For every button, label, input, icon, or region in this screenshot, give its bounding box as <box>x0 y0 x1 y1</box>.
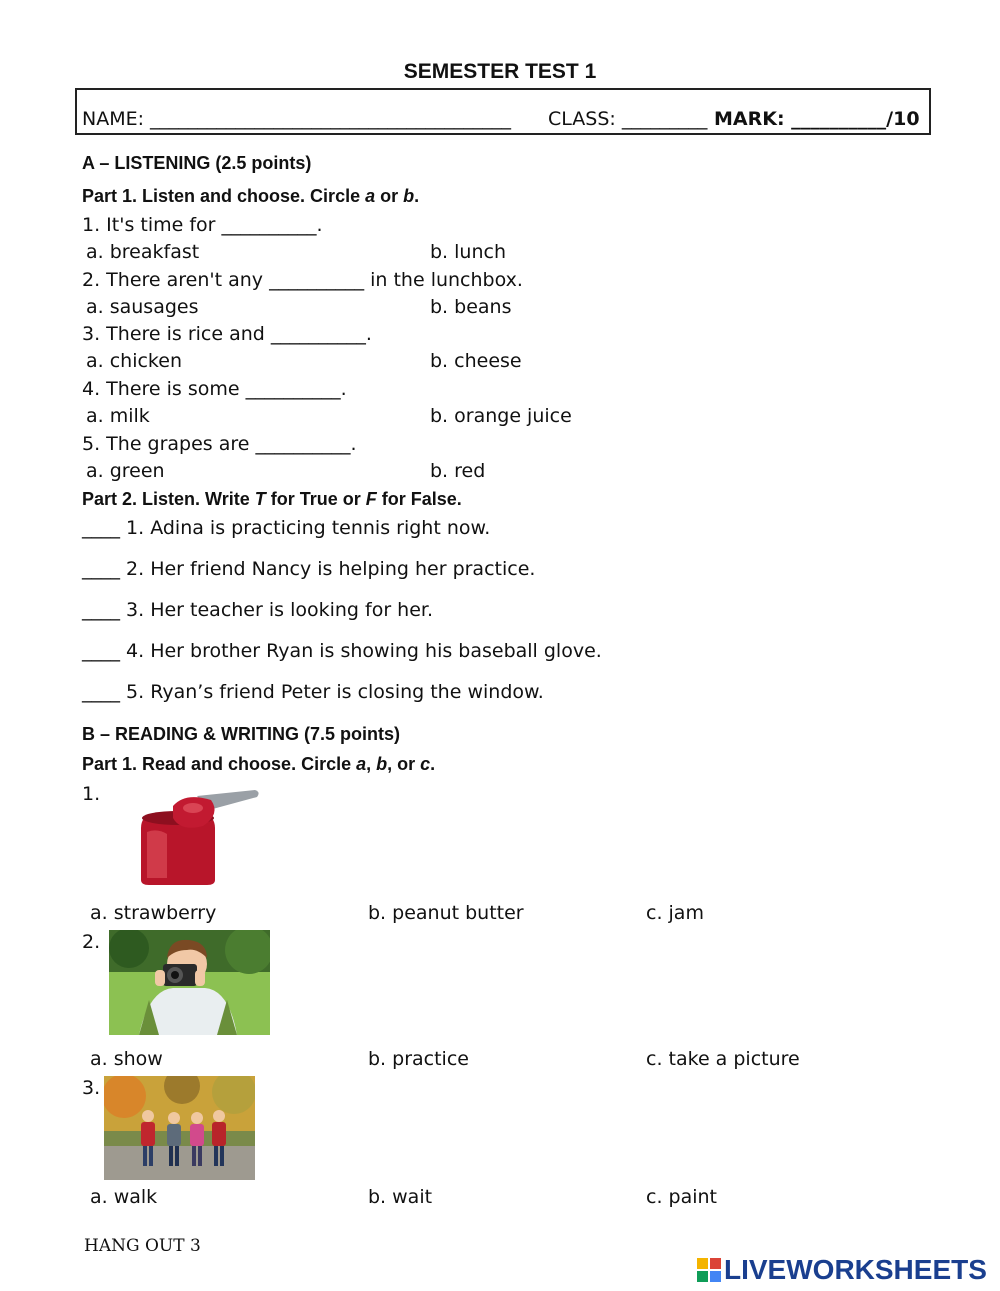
choice-b[interactable]: b. beans <box>430 296 512 318</box>
true-false-statement[interactable]: ____ 3. Her teacher is looking for her. <box>82 599 434 621</box>
choice-a[interactable]: a. breakfast <box>86 241 200 263</box>
choice-a[interactable]: a. strawberry <box>90 902 217 924</box>
option-letter: a <box>365 186 376 206</box>
jam-jar-image <box>137 788 261 885</box>
part-heading-text: . <box>430 754 436 774</box>
part-heading-text: , <box>366 754 377 774</box>
class-field[interactable]: CLASS: _________ <box>548 108 708 130</box>
liveworksheets-logo[interactable]: LIVEWORKSHEETS <box>724 1254 987 1285</box>
question-text: 5. The grapes are __________. <box>82 433 357 455</box>
choice-b[interactable]: b. red <box>430 460 486 482</box>
question-text: 2. There aren't any __________ in the lunchbox. <box>82 269 523 291</box>
listening-part2-heading <box>82 489 462 510</box>
choice-c[interactable]: c. jam <box>646 902 704 924</box>
false-letter: F <box>365 489 377 509</box>
section-b-heading: B – READING & WRITING (7.5 points) <box>82 724 401 744</box>
choice-a[interactable]: a. walk <box>90 1186 158 1208</box>
part-heading-text: for False. <box>376 489 462 509</box>
name-field[interactable]: NAME: ______________________________________ <box>82 108 512 130</box>
question-text: 3. There is rice and __________. <box>82 323 372 345</box>
option-letter: c <box>420 754 431 774</box>
choice-a[interactable]: a. chicken <box>86 350 182 372</box>
choice-b[interactable]: b. wait <box>368 1186 433 1208</box>
true-false-statement[interactable]: ____ 5. Ryan’s friend Peter is closing the window. <box>82 681 544 703</box>
part-heading-text: . <box>414 186 420 206</box>
book-title: HANG OUT 3 <box>84 1236 201 1256</box>
children-walking-image <box>104 1076 255 1180</box>
true-letter: T <box>254 489 266 509</box>
true-false-statement[interactable]: ____ 4. Her brother Ryan is showing his baseball glove. <box>82 640 602 662</box>
choice-b[interactable]: b. practice <box>368 1048 469 1070</box>
choice-a[interactable]: a. sausages <box>86 296 199 318</box>
true-false-statement[interactable]: ____ 1. Adina is practicing tennis right now. <box>82 517 491 539</box>
part-heading-text: or <box>375 186 404 206</box>
listening-part1-heading <box>82 186 419 207</box>
choice-c[interactable]: c. take a picture <box>646 1048 800 1070</box>
choice-a[interactable]: a. milk <box>86 405 150 427</box>
choice-c[interactable]: c. paint <box>646 1186 717 1208</box>
liveworksheets-logo-icon <box>697 1258 721 1282</box>
part-heading-text: Part 1. Listen and choose. Circle <box>82 186 366 206</box>
choice-b[interactable]: b. cheese <box>430 350 522 372</box>
option-letter: b <box>376 754 388 774</box>
page-title: SEMESTER TEST 1 <box>403 60 597 83</box>
choice-a[interactable]: a. green <box>86 460 165 482</box>
part-heading-text: , or <box>387 754 421 774</box>
question-text: 4. There is some __________. <box>82 378 347 400</box>
reading-part1-heading <box>82 754 435 775</box>
choice-a[interactable]: a. show <box>90 1048 163 1070</box>
part-heading-text: Part 1. Read and choose. Circle <box>82 754 357 774</box>
item-number: 1. <box>82 783 101 805</box>
item-number: 3. <box>82 1077 101 1099</box>
part-heading-text: for True or <box>265 489 366 509</box>
true-false-statement[interactable]: ____ 2. Her friend Nancy is helping her practice. <box>82 558 536 580</box>
question-text: 1. It's time for __________. <box>82 214 323 236</box>
boy-with-camera-image <box>109 930 270 1035</box>
section-a-heading: A – LISTENING (2.5 points) <box>82 153 312 173</box>
mark-field[interactable]: MARK: __________/10 <box>714 108 920 130</box>
option-letter: a <box>356 754 367 774</box>
option-letter: b <box>403 186 415 206</box>
choice-b[interactable]: b. orange juice <box>430 405 572 427</box>
item-number: 2. <box>82 931 101 953</box>
part-heading-text: Part 2. Listen. Write <box>82 489 255 509</box>
choice-b[interactable]: b. lunch <box>430 241 506 263</box>
choice-b[interactable]: b. peanut butter <box>368 902 524 924</box>
